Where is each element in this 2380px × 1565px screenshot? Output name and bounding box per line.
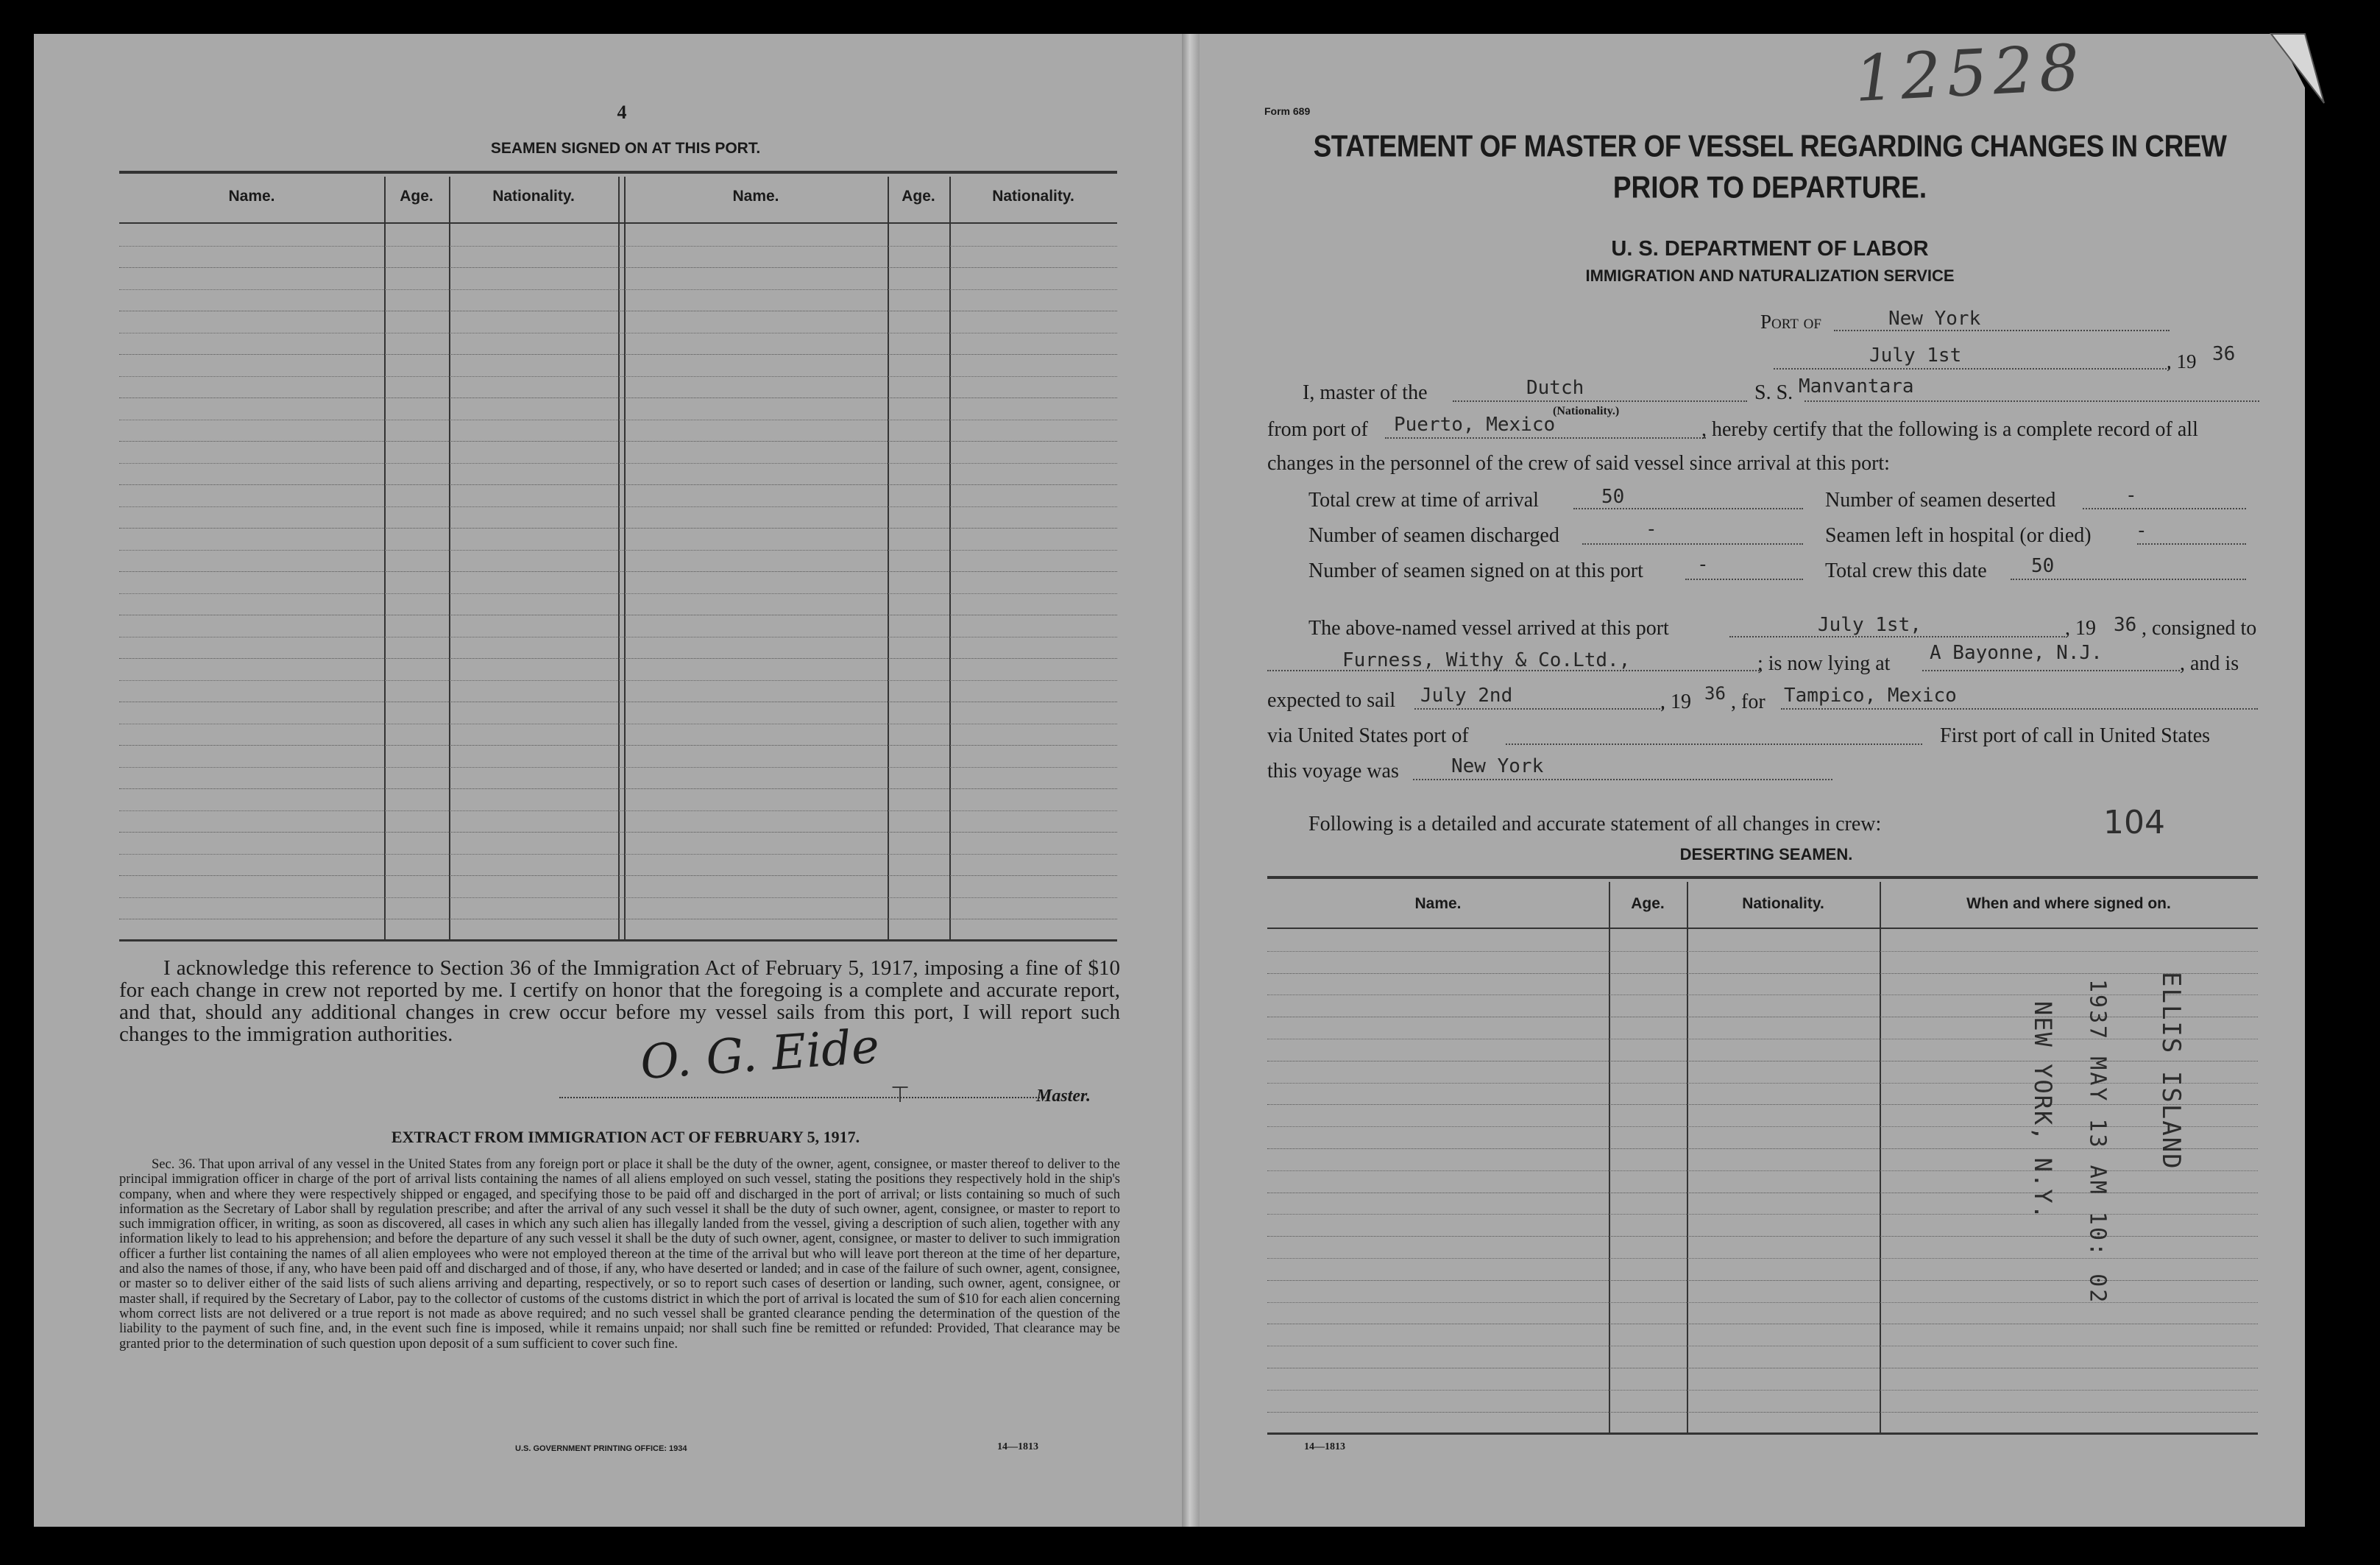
arrived-year: 36	[2114, 614, 2137, 636]
table-row	[119, 267, 1117, 268]
col-header-age: Age.	[400, 188, 433, 205]
stamp-date-time: 1937 MAY 13 AM 10: 02	[2084, 979, 2111, 1305]
deserted-value: -	[2125, 484, 2137, 506]
column-divider	[888, 177, 889, 939]
sail-date: July 2nd	[1420, 685, 1513, 707]
port-label: Port of	[1760, 311, 1821, 333]
col-header-nationality-2: Nationality.	[992, 188, 1074, 205]
stamp-new-york: NEW YORK, N.Y.	[2029, 1001, 2057, 1220]
table-row	[119, 875, 1117, 876]
date-year: 36	[2212, 343, 2236, 365]
destination-line	[1781, 708, 2258, 710]
date-field-line	[1774, 368, 2170, 370]
via-line	[1506, 743, 1922, 745]
table-row	[119, 506, 1117, 507]
table-top-rule	[119, 171, 1117, 174]
hospital-line	[2137, 543, 2246, 545]
table-row	[119, 680, 1117, 681]
handwritten-file-number: 12528	[1852, 30, 2087, 117]
column-divider	[1880, 882, 1881, 1432]
master-label: Master.	[1036, 1087, 1091, 1106]
master-of-label: I, master of the	[1303, 381, 1428, 404]
discharged-value: -	[1646, 518, 1657, 540]
left-table-heading: SEAMEN SIGNED ON AT THIS PORT.	[490, 140, 761, 157]
desert-col-signed-on: When and where signed on.	[1966, 895, 2171, 912]
first-port-line	[1413, 779, 1832, 780]
consigned-label: , consigned to	[2142, 617, 2257, 640]
sail-date-line	[1414, 708, 1663, 710]
date-value: July 1st	[1869, 345, 1962, 367]
for-label: , for	[1731, 690, 1765, 713]
column-divider	[1609, 882, 1610, 1432]
page-number: 4	[617, 102, 627, 123]
deserted-label: Number of seamen deserted	[1825, 489, 2056, 512]
deserting-table-top	[1267, 876, 2258, 879]
total-crew-date-label: Total crew this date	[1825, 559, 1987, 582]
column-divider	[1687, 882, 1688, 1432]
table-row	[119, 854, 1117, 855]
table-row	[119, 832, 1117, 833]
via-label: via United States port of	[1267, 724, 1469, 747]
department-name: U. S. DEPARTMENT OF LABOR	[1611, 237, 1929, 261]
total-crew-arrival-label: Total crew at time of arrival	[1308, 489, 1539, 512]
consignee-value: Furness, Withy & Co.Ltd.,	[1342, 649, 1631, 671]
page-fold	[1182, 34, 1200, 1527]
lying-label: ; is now lying at	[1757, 652, 1891, 675]
from-port-value: Puerto, Mexico	[1394, 414, 1556, 436]
desert-col-age: Age.	[1631, 895, 1665, 912]
and-is-text: , and is	[2180, 652, 2239, 675]
table-bottom-rule	[119, 939, 1117, 942]
lying-line	[1922, 670, 2180, 671]
ss-label: S. S.	[1754, 381, 1793, 404]
from-port-field-line	[1385, 437, 1706, 439]
table-row	[1267, 951, 2258, 952]
arrived-value: July 1st,	[1818, 614, 1922, 636]
table-row	[119, 767, 1117, 768]
nationality-value: Dutch	[1526, 377, 1584, 399]
deserting-heading: DESERTING SEAMEN.	[1679, 845, 1853, 863]
date-year-prefix: , 19	[2167, 350, 2197, 372]
ship-name-field-line	[1805, 400, 2259, 402]
table-row	[119, 550, 1117, 551]
hospital-label: Seamen left in hospital (or died)	[1825, 524, 2092, 547]
port-value: New York	[1888, 308, 1981, 330]
col-header-nationality: Nationality.	[492, 188, 575, 205]
signature-line	[559, 1097, 1045, 1098]
left-form-code: 14—1813	[997, 1441, 1038, 1452]
extract-heading: EXTRACT FROM IMMIGRATION ACT OF FEBRUARY 5, 1917.	[391, 1128, 860, 1146]
table-row	[119, 528, 1117, 529]
table-row	[119, 593, 1117, 594]
table-row	[119, 484, 1117, 485]
changes-text: changes in the personnel of the crew of said vessel since arrival at this port:	[1267, 452, 1890, 475]
table-row	[119, 463, 1117, 464]
printer-imprint: U.S. GOVERNMENT PRINTING OFFICE: 1934	[515, 1444, 687, 1453]
table-row	[119, 745, 1117, 746]
total-crew-date-line	[2011, 579, 2246, 580]
ship-name: Manvantara	[1799, 375, 1914, 398]
deserting-table-bottom	[1267, 1432, 2258, 1435]
table-row	[119, 810, 1117, 811]
column-divider	[449, 177, 450, 939]
total-crew-arrival-value: 50	[1601, 486, 1625, 508]
signed-on-line	[1685, 579, 1803, 580]
table-row	[119, 658, 1117, 659]
folded-corner	[2267, 29, 2326, 110]
form-title-line2: PRIOR TO DEPARTURE.	[1612, 170, 1927, 205]
desert-col-nationality: Nationality.	[1742, 895, 1824, 912]
port-field-line	[1834, 330, 2170, 331]
column-divider	[618, 177, 620, 939]
destination-value: Tampico, Mexico	[1784, 685, 1957, 707]
sail-year-prefix: , 19	[1660, 690, 1691, 713]
master-signature: O. G. Eide	[638, 1019, 882, 1091]
discharged-label: Number of seamen discharged	[1308, 524, 1559, 547]
table-row	[119, 354, 1117, 355]
total-crew-arrival-line	[1573, 508, 1803, 509]
from-port-label: from port of	[1267, 418, 1368, 441]
service-name: IMMIGRATION AND NATURALIZATION SERVICE	[1585, 266, 1955, 285]
form-number: Form 689	[1264, 105, 1311, 117]
table-row	[119, 897, 1117, 898]
deserting-table-header-rule	[1267, 928, 2258, 929]
first-port-value: New York	[1451, 755, 1544, 777]
nationality-caption: (Nationality.)	[1553, 405, 1620, 417]
first-port-label: First port of call in United States	[1940, 724, 2211, 747]
arrived-year-prefix: , 19	[2065, 617, 2096, 640]
hospital-value: -	[2136, 520, 2147, 542]
discharged-line	[1582, 543, 1803, 545]
sail-year: 36	[1704, 683, 1726, 704]
column-divider	[624, 177, 626, 939]
voyage-label: this voyage was	[1267, 760, 1399, 782]
total-crew-date-value: 50	[2031, 555, 2055, 577]
form-title-line1: STATEMENT OF MASTER OF VESSEL REGARDING CHANGES IN CREW	[1313, 129, 2227, 163]
col-header-name-2: Name.	[732, 188, 779, 205]
signature-mark: ⊤	[890, 1083, 910, 1107]
arrived-line	[1729, 636, 2065, 637]
stamped-number: 104	[2103, 804, 2165, 841]
table-row	[119, 289, 1117, 290]
table-row	[119, 376, 1117, 377]
table-row	[119, 246, 1117, 247]
table-row	[119, 441, 1117, 442]
nationality-field-line	[1453, 400, 1747, 402]
table-row	[119, 788, 1117, 789]
certify-text: , hereby certify that the following is a complete record of all	[1701, 418, 2198, 441]
signed-on-value: -	[1697, 554, 1709, 576]
lying-value: A Bayonne, N.J.	[1930, 642, 2103, 664]
col-header-age-2: Age.	[902, 188, 935, 205]
column-divider	[949, 177, 951, 939]
following-text: Following is a detailed and accurate statement of all changes in crew:	[1308, 813, 1882, 836]
column-divider	[384, 177, 386, 939]
table-row	[119, 571, 1117, 572]
expected-label: expected to sail	[1267, 689, 1396, 712]
col-header-name: Name.	[228, 188, 275, 205]
right-form-code: 14—1813	[1304, 1441, 1345, 1452]
desert-col-name: Name.	[1414, 895, 1462, 912]
arrived-label: The above-named vessel arrived at this port	[1308, 617, 1669, 640]
acknowledgment-text: I acknowledge this reference to Section 36 of the Immigration Act of February 5, 1917, imposing a fine of $10 for each change in crew not reported by me. I certify on honor that the foregoing is a complete and accurate report, and that, should any additional changes in crew occur before my vessel sails from this port, I will report such changes to the immigration authorities.	[119, 956, 1120, 1046]
extract-body: Sec. 36. That upon arrival of any vessel in the United States from any foreign port or place it shall be the duty of the owner, agent, consignee, or master thereof to deliver to the principal immigration officer in charge of the port of arrival lists containing the names of all aliens employed on such vessel, stating the positions they respectively hold in the ship's company, when and where they were respectively shipped or engaged, and specifying those to be paid off and discharged in the port of arrival; or lists containing so much of such information as the Secretary of Labor shall by regulation prescribe; and after the arrival of any such vessel it shall be the duty of such owner, agent, consignee, or master to report to such immigration officer, in writing, as soon as discovered, all cases in which any such alien has illegally landed from the vessel, giving a description of such alien, together with any information likely to lead to his apprehension; and before the departure of any such vessel it shall be the duty of such owner, agent, consignee, or master to deliver to such immigration officer a further list containing the names of all alien employees who were not employed thereon at the time of the arrival but who will leave port thereon at the time of her departure, and also the names of those, if any, who have been paid off and discharged and of those, if any, who have deserted or landed; and in case of the failure of such owner, agent, consignee, or master so to deliver either of the said lists of such aliens arriving and departing, respectively, or so to report such cases of desertion or landing, such owner, agent, consignee, or master shall, if required by the Secretary of Labor, pay to the collector of customs of the customs district in which the port of arrival is located the sum of $10 for each alien concerning whom correct lists are not delivered or a true report is not made as above required; and no such vessel shall be granted clearance pending the determination of the question of the liability to the payment of such fine, and, in the event such fine is imposed, while it remains unpaid; nor shall such fine be remitted or refunded: Provided, That clearance may be granted prior to the determination of such question upon deposit of a sum sufficient to cover such fine.	[119, 1157, 1120, 1352]
table-row	[1267, 973, 2258, 974]
stamp-ellis-island: ELLIS ISLAND	[2156, 972, 2186, 1170]
deserted-line	[2083, 508, 2246, 509]
signed-on-label: Number of seamen signed on at this port	[1308, 559, 1643, 582]
